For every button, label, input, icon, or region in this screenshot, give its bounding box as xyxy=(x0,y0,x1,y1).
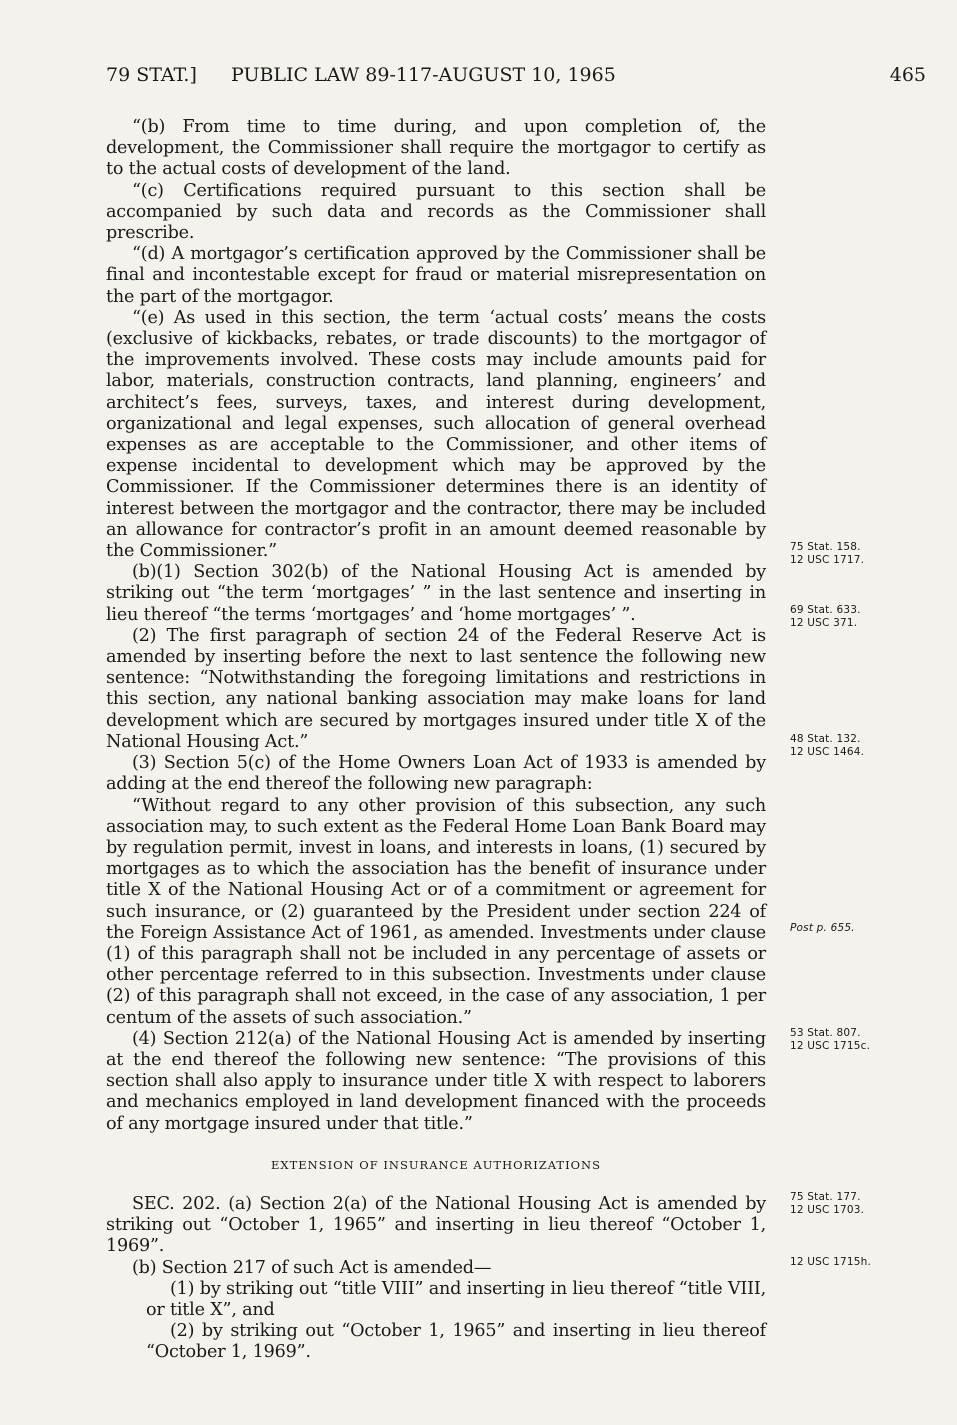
margin-note: Post p. 655. xyxy=(790,922,855,934)
section-paragraph: (b) Section 217 of such Act is amended— xyxy=(132,1257,492,1278)
list-item: (2) by striking out “October 1, 1965” and inserting in lieu thereof “October 1, 1969”. xyxy=(146,1321,766,1363)
paragraph: (b)(1) Section 302(b) of the National Housing Act is amended by striking out “the term ‘mortgages’ ” in the last sentence and inserting in lieu thereof “the terms ‘mortgages’ and ‘home mortgages’ ”. xyxy=(106,562,766,625)
paragraph: (4) Section 212(a) of the National Housing Act is amended by inserting at the end thereof the following new sentence: “The provisions of this section shall also apply to insurance under title X with respect to laborers and mechanics employed in land development financed with the proceeds of any mortgage insured under that title.” xyxy=(106,1028,766,1134)
margin-note: 75 Stat. 177. 12 USC 1703. xyxy=(790,1191,865,1216)
paragraph: (3) Section 5(c) of the Home Owners Loan Act of 1933 is amended by adding at the end thereof the following new paragraph: xyxy=(106,753,766,795)
margin-note: 69 Stat. 633. 12 USC 371. xyxy=(790,604,861,629)
margin-note: 12 USC 1715h. xyxy=(790,1256,872,1268)
section-heading: EXTENSION OF INSURANCE AUTHORIZATIONS xyxy=(271,1157,601,1172)
body-text xyxy=(106,117,766,1364)
statute-volume: 79 STAT.] xyxy=(106,64,197,86)
section-text: 202. (a) Section 2(a) of the National Housing Act is amended by striking out “October 1, 1965” and inserting in lieu thereof “October 1, 1969”. xyxy=(106,1193,766,1257)
margin-note: 48 Stat. 132. 12 USC 1464. xyxy=(790,733,865,758)
paragraph: “(e) As used in this section, the term ‘actual costs’ means the costs (exclusive of kickbacks, rebates, or trade discounts) to the mortgagor of the improvements involved. These costs may include amounts paid for labor, materials, construction contracts, land planning, engineers’ and architect’s fees, surveys, taxes, and interest during development, organizational and legal expenses, such allocation of general overhead expenses as are acceptable to the Commissioner, and other items of expense incidental to development which may be approved by the Commissioner. If the Commissioner determines there is an identity of interest between the mortgagor and the contractor, there may be included an allowance for contractor’s profit in an amount deemed reasonable by the Commissioner.” xyxy=(106,307,766,562)
paragraph: “(d) A mortgagor’s certification approved by the Commissioner shall be final and incontestable except for fraud or material misrepresentation on the part of the mortgagor. xyxy=(106,244,766,307)
section-label: SEC. xyxy=(132,1193,175,1214)
list-item: (1) by striking out “title VIII” and inserting in lieu thereof “title VIII, or title X”, and xyxy=(146,1278,766,1320)
running-title: PUBLIC LAW 89-117-AUGUST 10, 1965 xyxy=(231,64,616,86)
paragraph: (2) The first paragraph of section 24 of the Federal Reserve Act is amended by inserting before the next to last sentence the following new sentence: “Notwithstanding the foregoing limitations and restrictions in this section, any national banking association may make loans for land development which are secured by mortgages insured under title X of the National Housing Act.” xyxy=(106,625,766,752)
section-paragraph xyxy=(106,1194,766,1258)
page-number: 465 xyxy=(889,64,926,86)
margin-note: 53 Stat. 807. 12 USC 1715c. xyxy=(790,1027,871,1052)
margin-note: 75 Stat. 158. 12 USC 1717. xyxy=(790,541,865,566)
paragraph: “Without regard to any other provision of this subsection, any such association may, to such extent as the Federal Home Loan Bank Board may by regulation permit, invest in loans, and interests in loans, (1) secured by mortgages as to which the association has the benefit of insurance under title X of the National Housing Act or of a commitment or agreement for such insurance, or (2) guaranteed by the President under section 224 of the Foreign Assistance Act of 1961, as amended. Investments under clause (1) of this paragraph shall not be included in any percentage of assets or other percentage referred to in this subsection. Investments under clause (2) of this paragraph shall not exceed, in the case of any association, 1 per centum of the assets of such association.” xyxy=(106,795,766,1028)
paragraph: “(b) From time to time during, and upon completion of, the development, the Commissioner shall require the mortgagor to certify as to the actual costs of development of the land. xyxy=(106,117,766,180)
paragraph: “(c) Certifications required pursuant to this section shall be accompanied by such data and records as the Commissioner shall prescribe. xyxy=(106,180,766,244)
page-header xyxy=(106,64,926,94)
